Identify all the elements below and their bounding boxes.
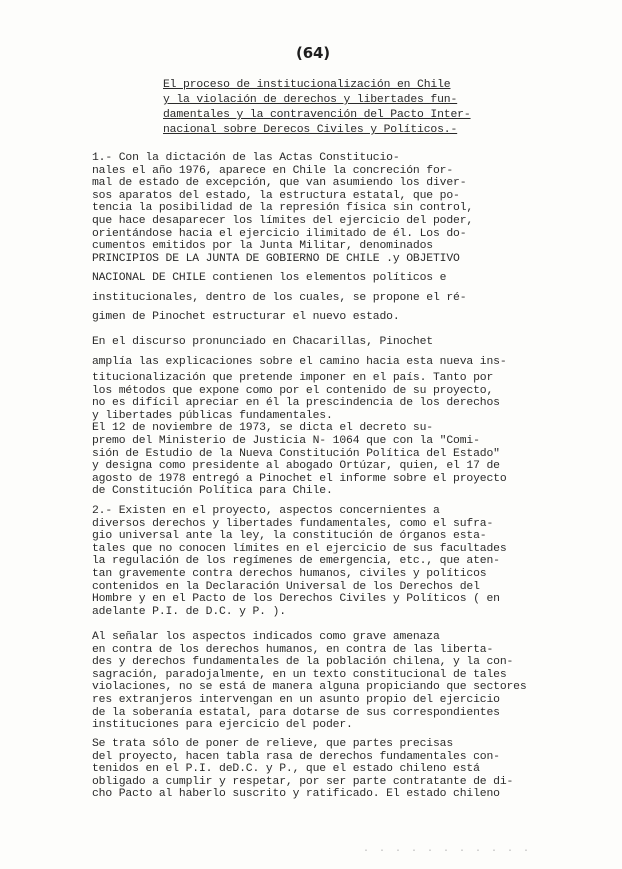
text-line: que hace desaparecer los límites del ejercicio del poder, (92, 214, 474, 227)
text-line: tenidos en el P.I. deD.C. y P., que el estado chileno está (92, 763, 480, 776)
title-line: nacional sobre Derecos Civiles y Políticos.- (163, 124, 458, 136)
title-line: damentales y la contravención del Pacto Inter- (163, 109, 471, 121)
text-line: tan gravemente contra derechos humanos, civiles y políticos (92, 567, 487, 580)
text-line: y libertades públicas fundamentales. (92, 409, 333, 422)
text-line: orientándose hacia el ejercicio ilimitado de él. Los do- (92, 227, 467, 240)
text-line: El 12 de noviembre de 1973, se dicta el decreto su- (92, 422, 433, 435)
text-line: amplía las explicaciones sobre el camino hacia esta nueva ins- (92, 355, 507, 368)
title-line: y la violación de derechos y libertades fun- (163, 94, 458, 106)
text-line: nales el año 1976, aparece en Chile la concreción for- (92, 164, 454, 177)
paragraph-4 (92, 631, 552, 732)
text-line: gio universal ante la ley, la constitución de órganos esta- (92, 530, 487, 543)
text-line: cho Pacto al haberlo suscrito y ratificado. El estado chileno (92, 788, 500, 801)
text-line: sagración, paradojalmente, en un texto constitucional de tales (92, 668, 507, 681)
text-line: contenidos en la Declaración Universal de los Derechos del (92, 580, 480, 593)
text-line: obligado a cumplir y respetar, por ser parte contratante de di- (92, 775, 514, 788)
scan-artifact: · · · · · · · · · · · (363, 846, 532, 857)
paragraph-2 (92, 333, 552, 498)
text-line: del proyecto, hacen tabla rasa de derechos fundamentales con- (92, 750, 500, 763)
text-line: Hombre y en el Pacto de los Derechos Civiles y Políticos ( en (92, 593, 500, 606)
text-line: violaciones, no se está de manera alguna propiciando que sectores (92, 681, 527, 694)
text-line: y designa como presidente al abogado Ortúzar, quien, el 17 de (92, 460, 500, 473)
text-line: des y derechos fundamentales de la población chilena, y la con- (92, 656, 514, 669)
text-line: en contra de los derechos humanos, en contra de las liberta- (92, 643, 494, 656)
text-line: agosto de 1978 entregó a Pinochet el informe sobre el proyecto (92, 472, 507, 485)
text-line: no es difícil apreciar en él la prescindencia de los derechos (92, 397, 500, 410)
text-line: los métodos que expone como por el contenido de su proyecto, (92, 384, 494, 397)
text-line: NACIONAL DE CHILE contienen los elementos políticos e (92, 272, 447, 285)
text-line: cumentos emitidos por la Junta Militar, denominados (92, 240, 433, 253)
text-line: instituciones para ejercicio del poder. (92, 719, 353, 732)
text-line: de Constitución Política para Chile. (92, 485, 333, 498)
text-line: tales que no conocen límites en el ejercicio de sus facultades (92, 542, 507, 555)
text-line: gimen de Pinochet estructurar el nuevo estado. (92, 311, 400, 324)
text-line: En el discurso pronunciado en Chacarillas, Pinochet (92, 336, 433, 348)
text-line: Se trata sólo de poner de relieve, que partes precisas (92, 738, 454, 750)
text-line: sión de Estudio de la Nueva Constitución Política del Estado" (92, 447, 500, 460)
text-line: sos aparatos del estado, la estructura estatal, que po- (92, 189, 460, 202)
text-line: PRINCIPIOS DE LA JUNTA DE GOBIERNO DE CHILE .y OBJETIVO (92, 252, 460, 265)
text-line: titucionalización que pretende imponer en el país. Tanto por (92, 372, 494, 384)
paragraph-1 (92, 152, 552, 328)
text-line: tencia la posibilidad de la represión física sin control, (92, 202, 474, 215)
text-line: 1.- Con la dictación de las Actas Constitucio- (92, 152, 400, 164)
text-line: la regulación de los regímenes de emergencia, etc., que aten- (92, 555, 500, 568)
text-line: Al señalar los aspectos indicados como grave amenaza (92, 631, 440, 643)
text-line: diversos derechos y libertades fundamentales, como el sufra- (92, 517, 494, 530)
text-line: institucionales, dentro de los cuales, se propone el ré- (92, 291, 467, 304)
text-line: de la soberanía estatal, para dotarse de sus correspondientes (92, 706, 500, 719)
paragraph-3 (92, 505, 552, 618)
text-line: adelante P.I. de D.C. y P. ). (92, 605, 286, 618)
text-line: res extranjeros intervengan en un asunto propio del ejercicio (92, 693, 500, 706)
paragraph-5 (92, 738, 552, 801)
text-line: premo del Ministerio de Justicia N- 1064 que con la "Comi- (92, 434, 480, 447)
text-line: mal de estado de excepción, que van asumiendo los diver- (92, 177, 467, 190)
title-line: El proceso de institucionalización en Chile (163, 79, 451, 91)
page-number: (64) (296, 44, 330, 62)
document-title (163, 78, 503, 138)
text-line: 2.- Existen en el proyecto, aspectos concernientes a (92, 505, 440, 517)
